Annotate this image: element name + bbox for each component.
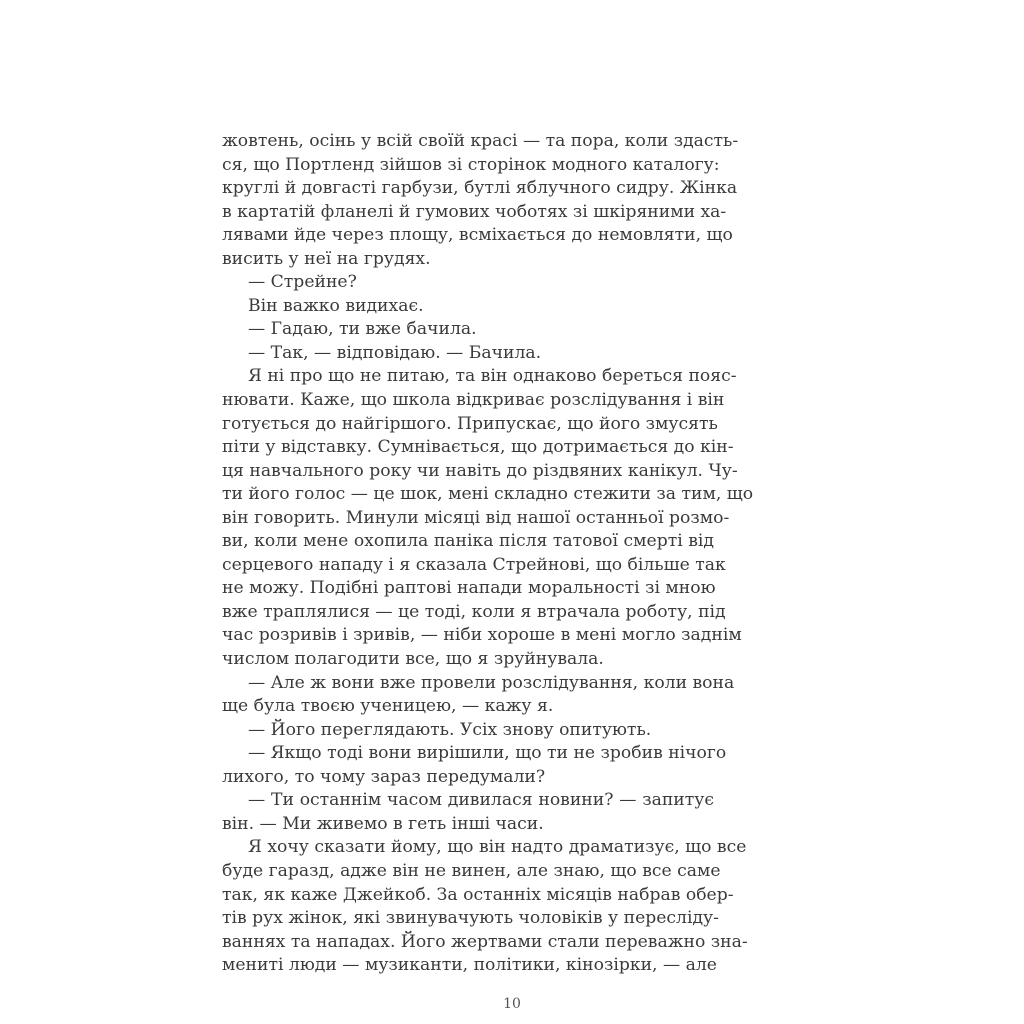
page-number: 10 [503, 996, 521, 1012]
text-line: — Гадаю, ти вже бачила. [248, 319, 477, 340]
text-line: жовтень, осінь у всій своїй красі — та пора, коли здасть- [222, 131, 739, 151]
text-line: ся, що Портленд зійшов зі сторінок модного каталогу: [222, 154, 720, 175]
text-line: в картатій фланелі й гумових чоботях зі шкіряними ха- [222, 201, 727, 222]
text-line: час розривів і зривів, — ніби хороше в мені могло заднім [222, 625, 742, 646]
text-line: — Так, — відповідаю. — Бачила. [248, 342, 542, 363]
text-line: Я хочу сказати йому, що він надто драматизує, що все [248, 837, 747, 858]
text-line: круглі й довгасті гарбузи, бутлі яблучного сидру. Жінка [222, 178, 738, 199]
text-line: ще була твоєю ученицею, — кажу я. [222, 696, 554, 717]
text-line: він. — Ми живемо в геть інші часи. [222, 813, 544, 834]
text-line: ваннях та нападах. Його жертвами стали переважно зна- [222, 931, 748, 952]
text-line: буде гаразд, адже він не винен, але знаю, що все саме [222, 860, 721, 881]
text-line: числом полагодити все, що я зруйнувала. [222, 649, 604, 670]
text-line: так, як каже Джейкоб. За останніх місяців набрав обер- [222, 884, 734, 905]
text-line: мениті люди — музиканти, політики, кінозірки, — але [222, 955, 717, 976]
text-line: нювати. Каже, що школа відкриває розслідування і він [222, 390, 725, 411]
text-line: вже траплялися — це тоді, коли я втрачала роботу, під [222, 601, 726, 622]
text-line: він говорить. Минули місяці від нашої останньої розмо- [222, 507, 730, 528]
text-line: не можу. Подібні раптові напади моральності зі мною [222, 578, 716, 599]
body-text [222, 130, 754, 978]
text-line: тів рух жінок, які звинувачують чоловіків у пересліду- [222, 908, 719, 929]
text-line: готується до найгіршого. Припускає, що його змусять [222, 413, 718, 434]
text-line: лихого, то чому зараз передумали? [222, 766, 546, 787]
text-line: лявами йде через площу, всміхається до немовляти, що [222, 225, 733, 246]
text-line: — Його переглядають. Усіх знову опитують. [248, 719, 652, 740]
text-line: серцевого нападу і я сказала Стрейнові, що більше так [222, 554, 726, 575]
text-line: Він важко видихає. [248, 295, 424, 316]
text-line: ти його голос — це шок, мені складно стежити за тим, що [222, 484, 754, 505]
text-line: ви, коли мене охопила паніка після татової смерті від [222, 531, 714, 552]
text-line: — Якщо тоді вони вирішили, що ти не зробив нічого [248, 743, 727, 764]
text-line: Я ні про що не питаю, та він однаково береться пояс- [248, 366, 737, 387]
text-line: — Але ж вони вже провели розслідування, коли вона [248, 672, 735, 693]
text-line: — Ти останнім часом дивилася новини? — запитує [248, 790, 714, 811]
text-line: піти у відставку. Сумнівається, що дотримається до кін- [222, 437, 734, 458]
text-line: ця навчального року чи навіть до різдвяних канікул. Чу- [222, 460, 738, 481]
text-line: — Стрейне? [248, 272, 357, 293]
text-line: висить у неї на грудях. [222, 248, 431, 269]
